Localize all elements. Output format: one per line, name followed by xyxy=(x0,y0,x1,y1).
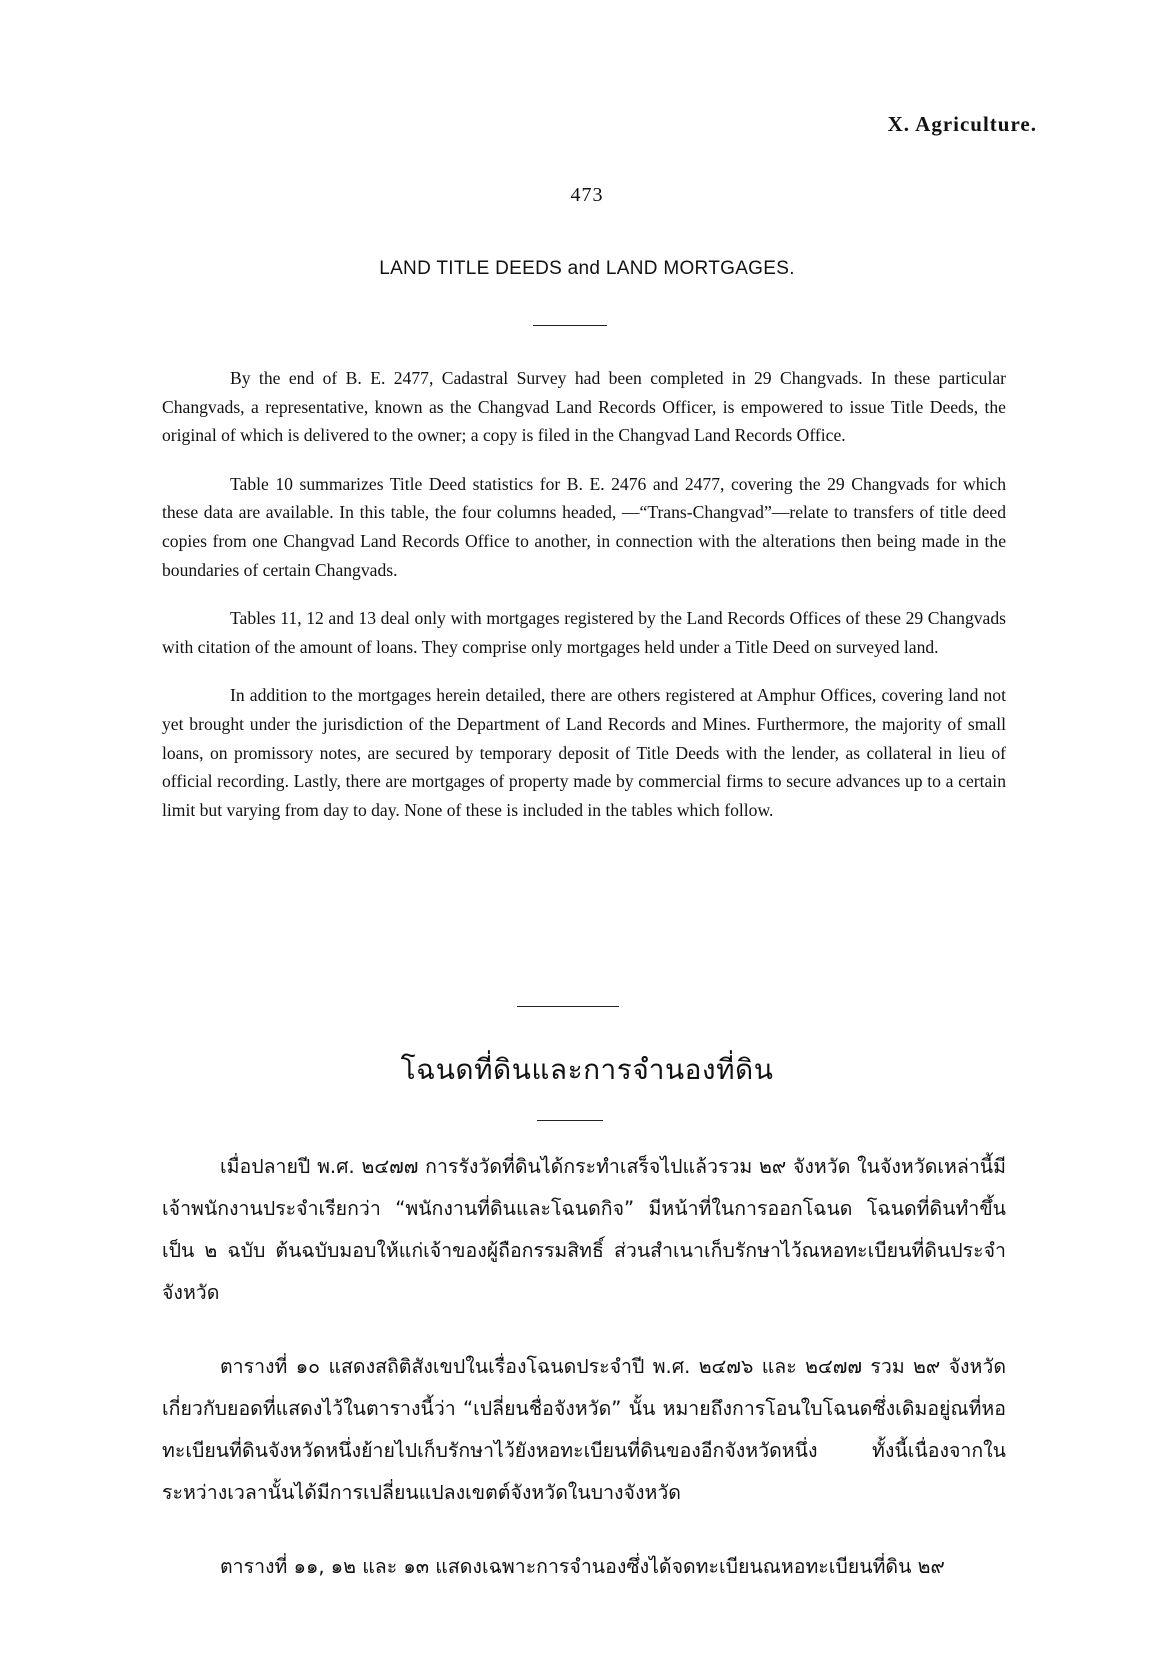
english-body xyxy=(162,364,1006,844)
english-title: LAND TITLE DEEDS and LAND MORTGAGES. xyxy=(379,258,795,279)
thai-title-divider xyxy=(537,1120,603,1121)
section-label: X. Agriculture. xyxy=(887,112,1037,136)
section-divider xyxy=(517,1006,619,1007)
english-paragraph: In addition to the mortgages herein detailed, there are others registered at Amphur Offices, covering land not yet brought under the jurisdiction of the Department of Land Records and Mines. Furthermore, the majority of small loans, on promissory notes, are secured by temporary deposit of Title Deeds with the lender, as collateral in lieu of official recording. Lastly, there are mortgages of property made by commercial firms to secure advances up to a certain limit but varying from day to day. None of these is included in the tables which follow. xyxy=(162,685,1006,820)
title-divider xyxy=(533,325,607,326)
english-paragraph: Table 10 summarizes Title Deed statistics for B. E. 2476 and 2477, covering the 29 Changvads for which these data are available. In this table, the four columns headed, —“Trans-Changvad”—relate to transfers of title deed copies from one Changvad Land Records Office to another, in connection with the alterations then being made in the boundaries of certain Changvads. xyxy=(162,473,1006,580)
thai-title: โฉนดที่ดินและการจำนองที่ดิน xyxy=(400,1053,774,1086)
thai-body xyxy=(162,1146,1006,1620)
english-paragraph: By the end of B. E. 2477, Cadastral Survey had been completed in 29 Changvads. In these particular Changvads, a representative, known as the Changvad Land Records Officer, is empowered to issue Title Deeds, the original of which is delivered to the owner; a copy is filed in the Changvad Land Records Office. xyxy=(162,368,1006,446)
page-number: 473 xyxy=(570,184,604,206)
thai-paragraph: ตารางที่ ๑๐ แสดงสถิติสังเขปในเรื่องโฉนดประจำปี พ.ศ. ๒๔๗๖ และ ๒๔๗๗ รวม ๒๙ จังหวัด เกี่ยวกับยอดที่แสดงไว้ในตารางนี้ว่า “เปลี่ยนชื่อจังหวัด” นั้น หมายถึงการโอนใบโฉนดซึ่งเดิมอยู่ณที่หอทะเบียนที่ดินจังหวัดหนึ่งย้ายไปเก็บรักษาไว้ยังหอทะเบียนที่ดินของอีกจังหวัดหนึ่ง ทั้งนี้เนื่องจากในระหว่างเวลานั้นได้มีการเปลี่ยนแปลงเขตต์จังหวัดในบางจังหวัด xyxy=(162,1355,1006,1504)
thai-paragraph: เมื่อปลายปี พ.ศ. ๒๔๗๗ การรังวัดที่ดินได้กระทำเสร็จไปแล้วรวม ๒๙ จังหวัด ในจังหวัดเหล่านี้มีเจ้าพนักงานประจำเรียกว่า “พนักงานที่ดินและโฉนดกิจ” มีหน้าที่ในการออกโฉนด โฉนดที่ดินทำขึ้นเป็น ๒ ฉบับ ต้นฉบับมอบให้แก่เจ้าของผู้ถือกรรมสิทธิ์ ส่วนสำเนาเก็บรักษาไว้ณหอทะเบียนที่ดินประจำจังหวัด xyxy=(162,1155,1006,1304)
thai-paragraph: ตารางที่ ๑๑, ๑๒ และ ๑๓ แสดงเฉพาะการจำนองซึ่งได้จดทะเบียนณหอทะเบียนที่ดิน ๒๙ xyxy=(220,1555,945,1578)
english-paragraph: Tables 11, 12 and 13 deal only with mortgages registered by the Land Records Offices of these 29 Changvads with citation of the amount of loans. They comprise only mortgages held under a Title Deed on surveyed land. xyxy=(162,608,1006,657)
